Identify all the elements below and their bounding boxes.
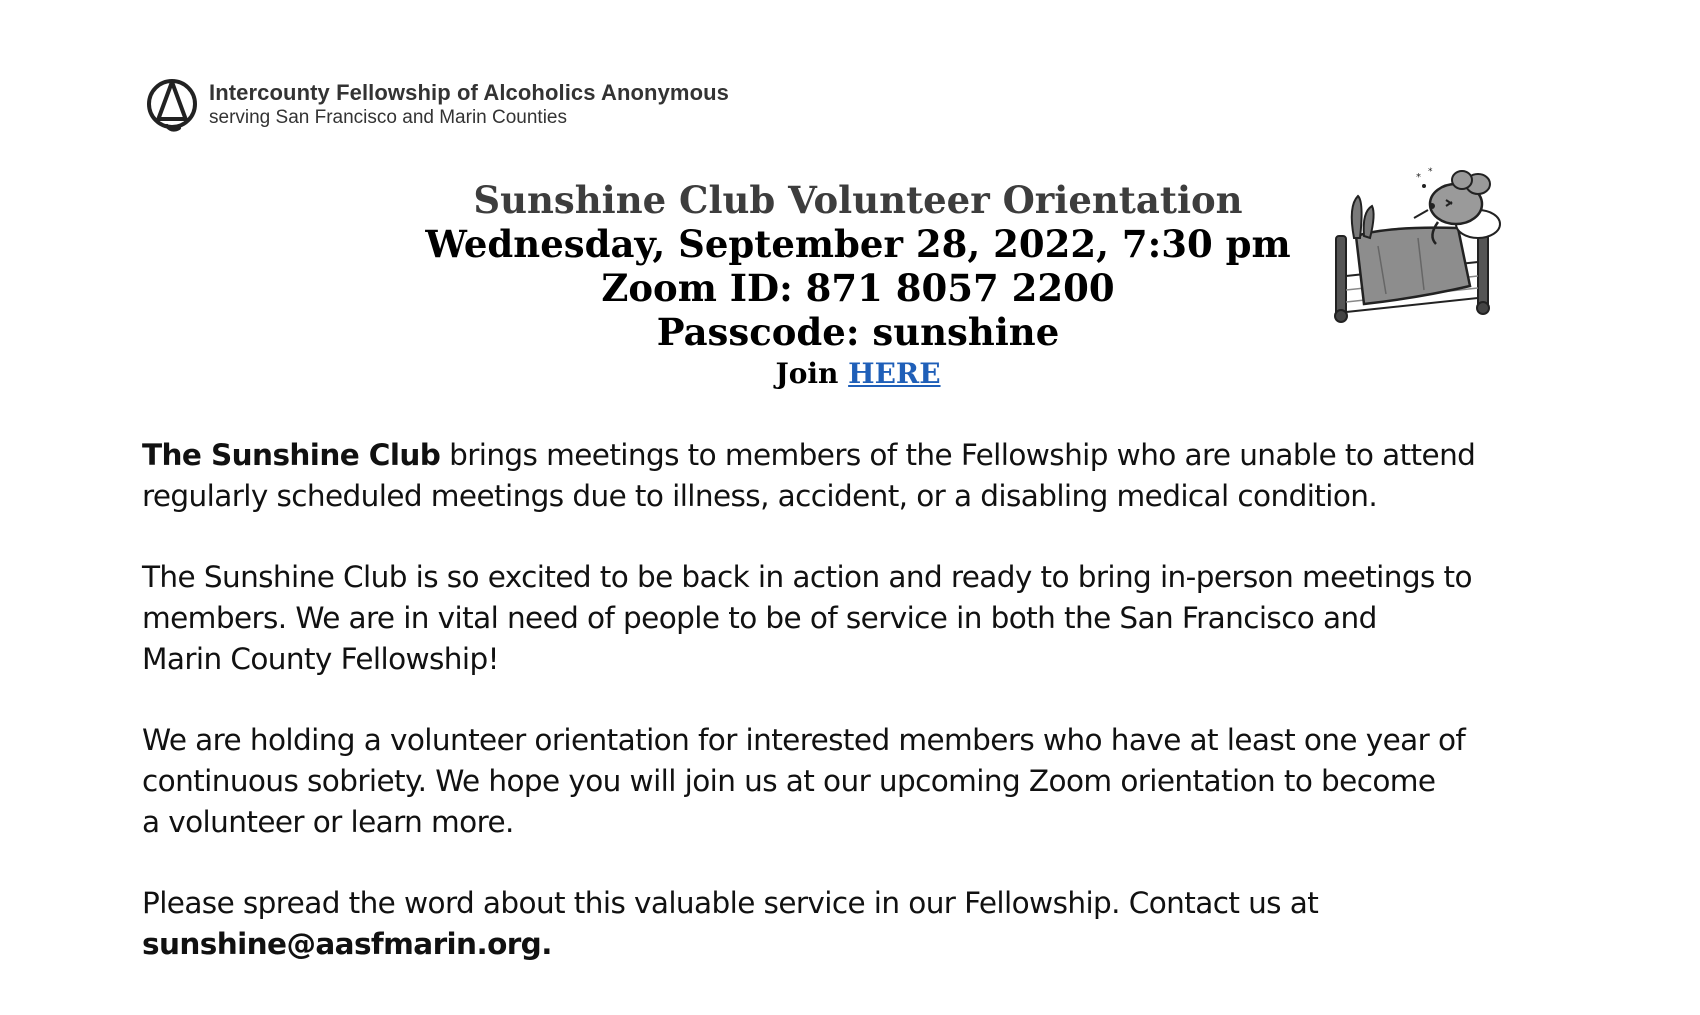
club-name-bold: The Sunshine Club (142, 438, 441, 472)
paragraph-3 (142, 720, 1502, 843)
paragraph-4 (142, 883, 1502, 965)
event-zoom-id: Zoom ID: 871 8057 2200 (601, 266, 1115, 310)
paragraph-4-line-1: Please spread the word about this valuable service in our Fellowship. Contact us at (142, 886, 1319, 920)
paragraph-1 (142, 435, 1502, 517)
paragraph-2-line-3: Marin County Fellowship! (142, 642, 499, 676)
paragraph-2-line-1: The Sunshine Club is so excited to be back in action and ready to bring in-person meetings to (142, 560, 1472, 594)
event-passcode: Passcode: sunshine (656, 310, 1060, 354)
join-line (330, 356, 1386, 392)
sick-mouse-in-bed-icon (1328, 166, 1514, 332)
org-tagline: serving San Francisco and Marin Counties (209, 106, 568, 128)
paragraph-2-line-2: members. We are in vital need of people to be of service in both the San Francisco and (142, 601, 1377, 635)
org-name: Intercounty Fellowship of Alcoholics Anonymous (209, 80, 729, 106)
aa-circle-triangle-logo-icon (145, 76, 199, 134)
paragraph-3-line-3: a volunteer or learn more. (142, 805, 514, 839)
paragraph-3-line-1: We are holding a volunteer orientation for interested members who have at least one year of (142, 723, 1466, 757)
paragraph-1-line-1: brings meetings to members of the Fellowship who are unable to attend (449, 438, 1476, 472)
paragraph-3-line-2: continuous sobriety. We hope you will join us at our upcoming Zoom orientation to become (142, 764, 1436, 798)
org-text (209, 81, 729, 128)
svg-text:*: * (1428, 167, 1433, 177)
svg-text:*: * (1416, 172, 1421, 183)
join-here-link[interactable]: HERE (848, 357, 941, 390)
paragraph-1-line-2: regularly scheduled meetings due to illness, accident, or a disabling medical condition. (142, 479, 1378, 513)
org-header (145, 76, 729, 134)
join-prefix: Join (775, 357, 839, 390)
event-date-time: Wednesday, September 28, 2022, 7:30 pm (425, 222, 1291, 266)
event-title-block (330, 178, 1386, 392)
body-copy (142, 435, 1502, 1005)
event-title: Sunshine Club Volunteer Orientation (473, 178, 1243, 222)
contact-email[interactable]: sunshine@aasfmarin.org. (142, 927, 552, 961)
paragraph-2 (142, 557, 1502, 680)
